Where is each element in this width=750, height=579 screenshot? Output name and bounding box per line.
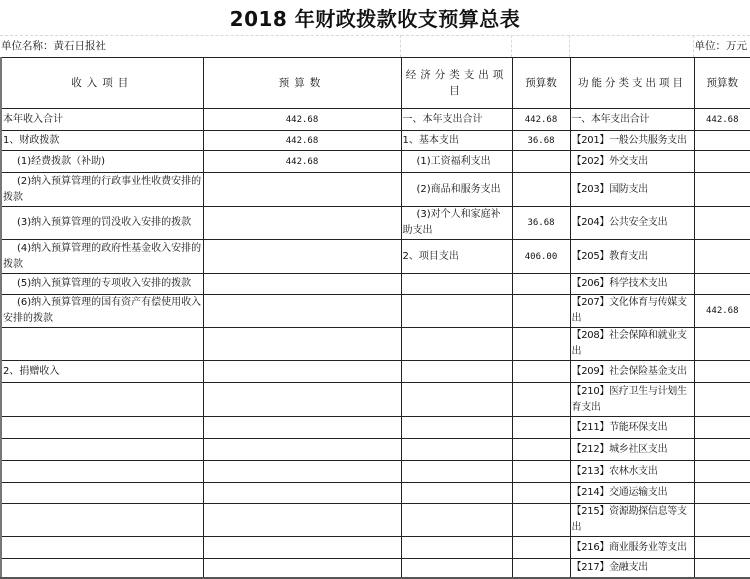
unit-name: 单位名称：黄石日报社: [1, 40, 106, 52]
func-budget-cell: [694, 383, 750, 417]
income-budget-cell: [203, 361, 401, 383]
income-budget-cell: [203, 240, 401, 274]
econ-budget-cell: 36.68: [512, 207, 570, 240]
income-budget-cell: 442.68: [203, 151, 401, 173]
table-row: [1, 559, 750, 578]
table-row: [1, 240, 750, 274]
func-item-cell: 一、本年支出合计: [570, 109, 694, 131]
income-budget-cell: [203, 504, 401, 537]
func-budget-cell: 442.68: [694, 109, 750, 131]
income-budget-cell: [203, 274, 401, 295]
income-item-cell: [1, 483, 203, 504]
econ-budget-cell: [512, 439, 570, 461]
econ-budget-cell: 442.68: [512, 109, 570, 131]
header-income-budget: 预算数: [203, 58, 401, 109]
table-row: [1, 439, 750, 461]
func-budget-cell: [694, 131, 750, 151]
econ-budget-cell: [512, 173, 570, 207]
income-budget-cell: [203, 483, 401, 504]
func-item-cell: 【209】社会保险基金支出: [570, 361, 694, 383]
func-budget-cell: [694, 537, 750, 559]
econ-item-cell: (3)对个人和家庭补助支出: [401, 207, 512, 240]
func-budget-cell: [694, 207, 750, 240]
econ-budget-cell: [512, 504, 570, 537]
income-budget-cell: [203, 328, 401, 361]
income-budget-cell: [203, 537, 401, 559]
econ-item-cell: [401, 361, 512, 383]
table-row: [1, 151, 750, 173]
grid-cell: [569, 35, 694, 57]
func-budget-cell: 442.68: [694, 295, 750, 328]
income-item-cell: (3)纳入预算管理的罚没收入安排的拨款: [1, 207, 203, 240]
income-item-cell: [1, 559, 203, 578]
func-item-cell: 【206】科学技术支出: [570, 274, 694, 295]
func-item-cell: 【217】金融支出: [570, 559, 694, 578]
econ-budget-cell: [512, 483, 570, 504]
header-func-budget: 预算数: [694, 58, 750, 109]
econ-item-cell: 1、基本支出: [401, 131, 512, 151]
econ-item-cell: [401, 383, 512, 417]
table-row: [1, 109, 750, 131]
income-budget-cell: 442.68: [203, 109, 401, 131]
econ-budget-cell: 36.68: [512, 131, 570, 151]
table-row: [1, 361, 750, 383]
econ-item-cell: [401, 504, 512, 537]
income-item-cell: (6)纳入预算管理的国有资产有偿使用收入安排的拨款: [1, 295, 203, 328]
func-budget-cell: [694, 483, 750, 504]
header-econ-item: 经济分类支出项目: [401, 58, 512, 109]
econ-item-cell: [401, 439, 512, 461]
econ-item-cell: (1)工资福利支出: [401, 151, 512, 173]
econ-item-cell: [401, 537, 512, 559]
func-budget-cell: [694, 439, 750, 461]
income-item-cell: [1, 537, 203, 559]
table-row: [1, 173, 750, 207]
income-item-cell: 1、财政拨款: [1, 131, 203, 151]
header-row: [1, 58, 750, 109]
income-item-cell: [1, 417, 203, 439]
econ-item-cell: [401, 274, 512, 295]
func-item-cell: 【205】教育支出: [570, 240, 694, 274]
income-item-cell: 2、捐赠收入: [1, 361, 203, 383]
income-budget-cell: [203, 295, 401, 328]
func-budget-cell: [694, 461, 750, 483]
econ-budget-cell: [512, 328, 570, 361]
income-budget-cell: [203, 559, 401, 578]
table-row: [1, 383, 750, 417]
header-income-item: 收入项目: [1, 58, 203, 109]
func-item-cell: 【215】资源勘探信息等支出: [570, 504, 694, 537]
income-item-cell: (4)纳入预算管理的政府性基金收入安排的拨款: [1, 240, 203, 274]
income-budget-cell: [203, 461, 401, 483]
table-row: [1, 504, 750, 537]
table-row: [1, 461, 750, 483]
func-item-cell: 【214】交通运输支出: [570, 483, 694, 504]
econ-item-cell: [401, 461, 512, 483]
income-item-cell: (5)纳入预算管理的专项收入安排的拨款: [1, 274, 203, 295]
econ-item-cell: [401, 295, 512, 328]
income-item-cell: [1, 461, 203, 483]
func-item-cell: 【211】节能环保支出: [570, 417, 694, 439]
econ-budget-cell: [512, 559, 570, 578]
table-row: [1, 417, 750, 439]
income-budget-cell: [203, 207, 401, 240]
func-item-cell: 【203】国防支出: [570, 173, 694, 207]
func-item-cell: 【208】社会保障和就业支出: [570, 328, 694, 361]
func-item-cell: 【204】公共安全支出: [570, 207, 694, 240]
func-item-cell: 【210】医疗卫生与计划生育支出: [570, 383, 694, 417]
func-item-cell: 【207】文化体育与传媒支出: [570, 295, 694, 328]
income-budget-cell: 442.68: [203, 131, 401, 151]
income-item-cell: (1)经费拨款（补助): [1, 151, 203, 173]
income-budget-cell: [203, 439, 401, 461]
econ-budget-cell: [512, 537, 570, 559]
unit-row: [0, 35, 750, 57]
income-budget-cell: [203, 383, 401, 417]
grid-cell: [400, 35, 512, 57]
econ-item-cell: (2)商品和服务支出: [401, 173, 512, 207]
func-budget-cell: [694, 361, 750, 383]
income-item-cell: [1, 439, 203, 461]
page-title: 2018 年财政拨款收支预算总表: [0, 0, 750, 36]
budget-table: [0, 57, 750, 579]
income-item-cell: 本年收入合计: [1, 109, 203, 131]
func-budget-cell: [694, 504, 750, 537]
econ-item-cell: [401, 328, 512, 361]
func-budget-cell: [694, 173, 750, 207]
econ-budget-cell: [512, 274, 570, 295]
income-item-cell: (2)纳入预算管理的行政事业性收费安排的拨款: [1, 173, 203, 207]
func-budget-cell: [694, 240, 750, 274]
func-item-cell: 【216】商业服务业等支出: [570, 537, 694, 559]
grid-cell: [511, 35, 570, 57]
func-item-cell: 【212】城乡社区支出: [570, 439, 694, 461]
table-row: [1, 207, 750, 240]
table-row: [1, 328, 750, 361]
econ-budget-cell: [512, 461, 570, 483]
econ-budget-cell: [512, 417, 570, 439]
econ-item-cell: [401, 559, 512, 578]
table-row: [1, 537, 750, 559]
econ-budget-cell: [512, 151, 570, 173]
func-budget-cell: [694, 559, 750, 578]
func-budget-cell: [694, 417, 750, 439]
table-row: [1, 295, 750, 328]
income-item-cell: [1, 504, 203, 537]
econ-item-cell: 一、本年支出合计: [401, 109, 512, 131]
header-func-item: 功能分类支出项目: [570, 58, 694, 109]
econ-item-cell: [401, 417, 512, 439]
econ-budget-cell: [512, 361, 570, 383]
func-item-cell: 【213】农林水支出: [570, 461, 694, 483]
income-item-cell: [1, 328, 203, 361]
econ-budget-cell: 406.00: [512, 240, 570, 274]
table-row: [1, 274, 750, 295]
func-item-cell: 【202】外交支出: [570, 151, 694, 173]
econ-budget-cell: [512, 295, 570, 328]
unit-label: 单位：万元: [694, 40, 747, 52]
income-item-cell: [1, 383, 203, 417]
econ-item-cell: [401, 483, 512, 504]
income-budget-cell: [203, 173, 401, 207]
header-econ-budget: 预算数: [512, 58, 570, 109]
table-row: [1, 131, 750, 151]
func-budget-cell: [694, 274, 750, 295]
table-row: [1, 483, 750, 504]
func-budget-cell: [694, 328, 750, 361]
income-budget-cell: [203, 417, 401, 439]
econ-item-cell: 2、项目支出: [401, 240, 512, 274]
econ-budget-cell: [512, 383, 570, 417]
func-budget-cell: [694, 151, 750, 173]
func-item-cell: 【201】一般公共服务支出: [570, 131, 694, 151]
